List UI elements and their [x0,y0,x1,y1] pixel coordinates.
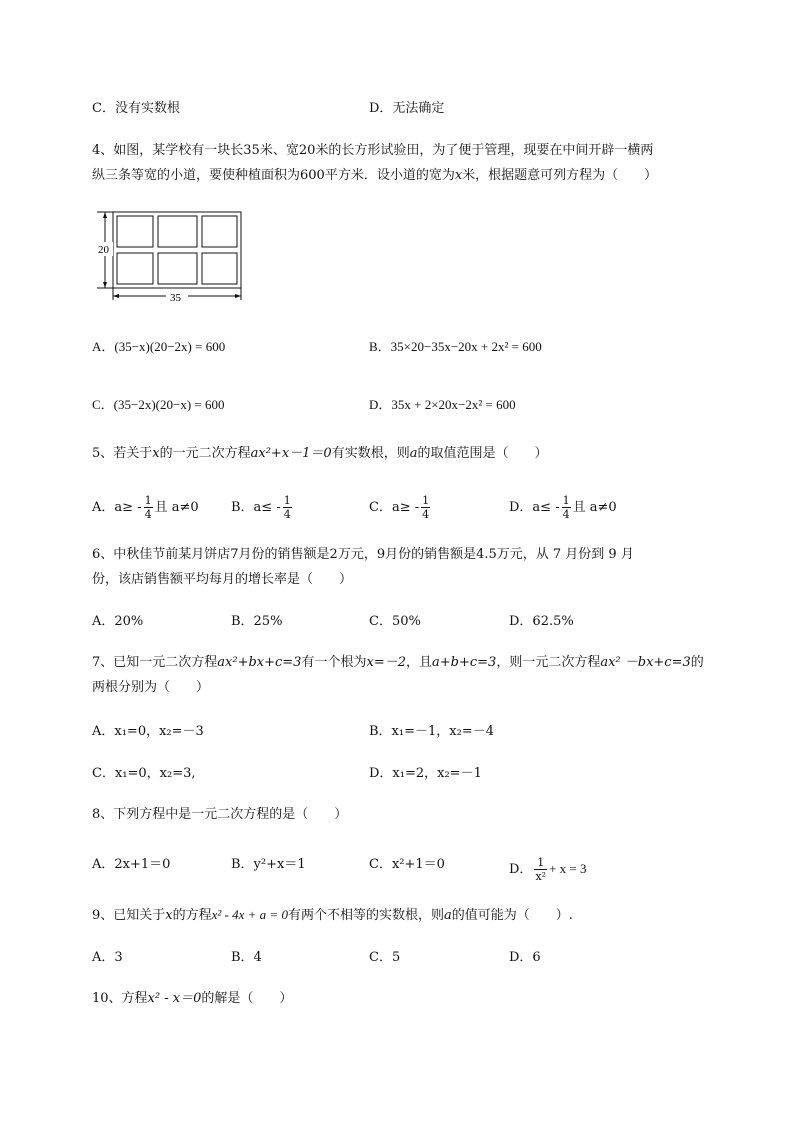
q3-option-d: D．无法确定 [369,101,445,116]
q5-option-a-suffix: 且 a≠0 [154,500,199,515]
fraction [534,856,547,883]
q4-option-a-label: A． [92,339,115,354]
q5-stem-end: 的取值范围是（ ） [417,446,548,461]
plot-5 [158,253,197,284]
q5-var-x: x [152,446,160,461]
fraction-denominator: 4 [283,508,291,521]
q6-option-c: C．50% [369,614,421,629]
fraction-denominator: 4 [422,508,430,521]
fraction-numerator: 1 [534,856,547,870]
q4-option-c-label: C． [92,397,114,412]
plot-3 [202,216,237,247]
field-outer-rect [113,212,241,288]
height-label: 20 [98,244,109,256]
q5-option-d [509,494,617,521]
fraction-numerator: 1 [422,494,430,507]
q9-stem [92,906,573,925]
q7-option-c: C．x₁=0，x₂=3, [92,766,196,781]
width-label: 35 [170,292,181,304]
q4-var-x: x [454,168,463,183]
q4-option-b-formula: 35×20−35x−20x + 2x² = 600 [390,339,542,354]
q5-option-d-prefix: D．a≤ - [509,500,560,515]
q7-option-d: D．x₁=2，x₂=－1 [369,766,482,781]
q5-option-c-prefix: C．a≥ - [369,500,420,515]
q5-equation: ax²+x－1＝0 [250,446,332,461]
q8-option-d [509,856,586,883]
fraction-denominator: 4 [144,508,152,521]
q3-option-c: C．没有实数根 [92,101,180,116]
q4-stem-line2-pre: 纵三条等宽的小道，要使种植面积为600平方米．设小道的宽为 [92,168,455,183]
fraction-numerator: 1 [283,494,291,507]
q8-option-d-label: D． [509,862,533,877]
q8-option-c: C．x²+1＝0 [369,857,445,872]
q6-option-a: A．20% [92,614,144,629]
q9-option-a: A．3 [92,950,123,965]
q9-stem-end: 的值可能为（ ）. [451,908,573,923]
q5-stem [92,445,548,463]
q4-stem-line2 [92,167,657,185]
plot-6 [202,253,237,284]
q6-option-b: B．25% [231,614,283,629]
q6-stem-line1: 6、中秋佳节前某月饼店7月份的销售额是2万元，9月份的销售额是4.5万元，从 7 月份到 9 月 [92,547,634,562]
q4-stem-line1: 4、如图，某学校有一块长35米、宽20米的长方形试验田，为了便于管理，现要在中间开辟一横两 [92,143,654,158]
q4-option-a-formula: (35−x)(20−2x) = 600 [114,339,226,354]
q4-option-b-label: B． [369,339,391,354]
fraction-numerator: 1 [144,494,152,507]
fraction-denominator: x² [535,870,547,883]
q8-option-d-suffix: + x = 3 [549,861,587,876]
fraction-denominator: 4 [562,508,570,521]
q7-stem-pre: 7、已知一元二次方程 [92,655,218,670]
q9-var-x: x [165,908,173,923]
q4-option-b [369,338,542,356]
q7-equation-2: ax² －bx+c=3 [600,655,691,670]
q7-condition: a+b+c=3 [432,655,497,670]
q10-stem [92,990,292,1008]
q7-stem-line2: 两根分别为（ ） [92,680,210,695]
q8-option-b: B．y²+x＝1 [231,857,306,872]
q9-stem-pre: 9、已知关于 [92,908,166,923]
q9-equation: x² - 4x + a = 0 [211,907,288,922]
q7-stem-line1 [92,654,704,672]
q9-option-c: C．5 [369,950,401,965]
q4-option-d [369,396,516,414]
fraction-numerator: 1 [562,494,570,507]
q5-option-a [92,494,199,521]
q7-stem-mid3: ，则一元二次方程 [496,655,601,670]
q4-option-c [92,396,224,414]
q7-root: x=－2 [366,655,406,670]
q8-option-a: A．2x+1＝0 [92,857,171,872]
q5-stem-post: 有实数根，则 [331,446,410,461]
q5-option-a-prefix: A．a≥ - [92,500,142,515]
q7-option-a: A．x₁=0，x₂=－3 [92,724,204,739]
q10-equation: x² - x＝0 [147,991,202,1006]
q4-option-d-formula: 35x + 2×20x−2x² = 600 [391,397,516,412]
q7-stem-mid: 有一个根为 [301,655,367,670]
q5-var-a: a [409,446,418,461]
q7-stem-end: 的 [690,655,704,670]
fraction [283,494,292,521]
fraction [562,494,571,521]
q7-stem-mid2: ，且 [405,655,432,670]
q9-option-d: D．6 [509,950,541,965]
q9-option-b: B．4 [231,950,262,965]
q10-stem-post: 的解是（ ） [201,991,293,1006]
q4-option-c-formula: (35−2x)(20−x) = 600 [113,397,225,412]
q8-stem: 8、下列方程中是一元二次方程的是（ ） [92,807,348,822]
q5-stem-pre: 5、若关于 [92,446,153,461]
q6-stem-line2: 份，该店销售额平均每月的增长率是（ ） [92,572,353,587]
plot-1 [117,216,153,247]
q4-field-figure [94,208,246,304]
q4-option-a [92,338,225,356]
q5-option-c [369,494,432,521]
q5-option-b [231,494,294,521]
q5-option-b-prefix: B．a≤ - [231,500,281,515]
plot-2 [158,216,197,247]
q7-equation-1: ax²+bx+c=3 [217,655,302,670]
q9-stem-mid: 的方程 [172,908,212,923]
q5-option-d-suffix: 且 a≠0 [572,500,617,515]
q6-option-d: D．62.5% [509,614,574,629]
fraction [421,494,430,521]
fraction [144,494,153,521]
q7-option-b: B．x₁=－1，x₂=－4 [369,724,494,739]
q10-stem-pre: 10、方程 [92,991,148,1006]
q5-stem-mid: 的一元二次方程 [159,446,251,461]
q4-stem-line2-post: 米，根据题意可列方程为（ ） [462,168,658,183]
q4-option-d-label: D． [369,397,392,412]
q9-var-a: a [443,908,452,923]
plot-4 [117,253,153,284]
q9-stem-post: 有两个不相等的实数根，则 [287,908,444,923]
